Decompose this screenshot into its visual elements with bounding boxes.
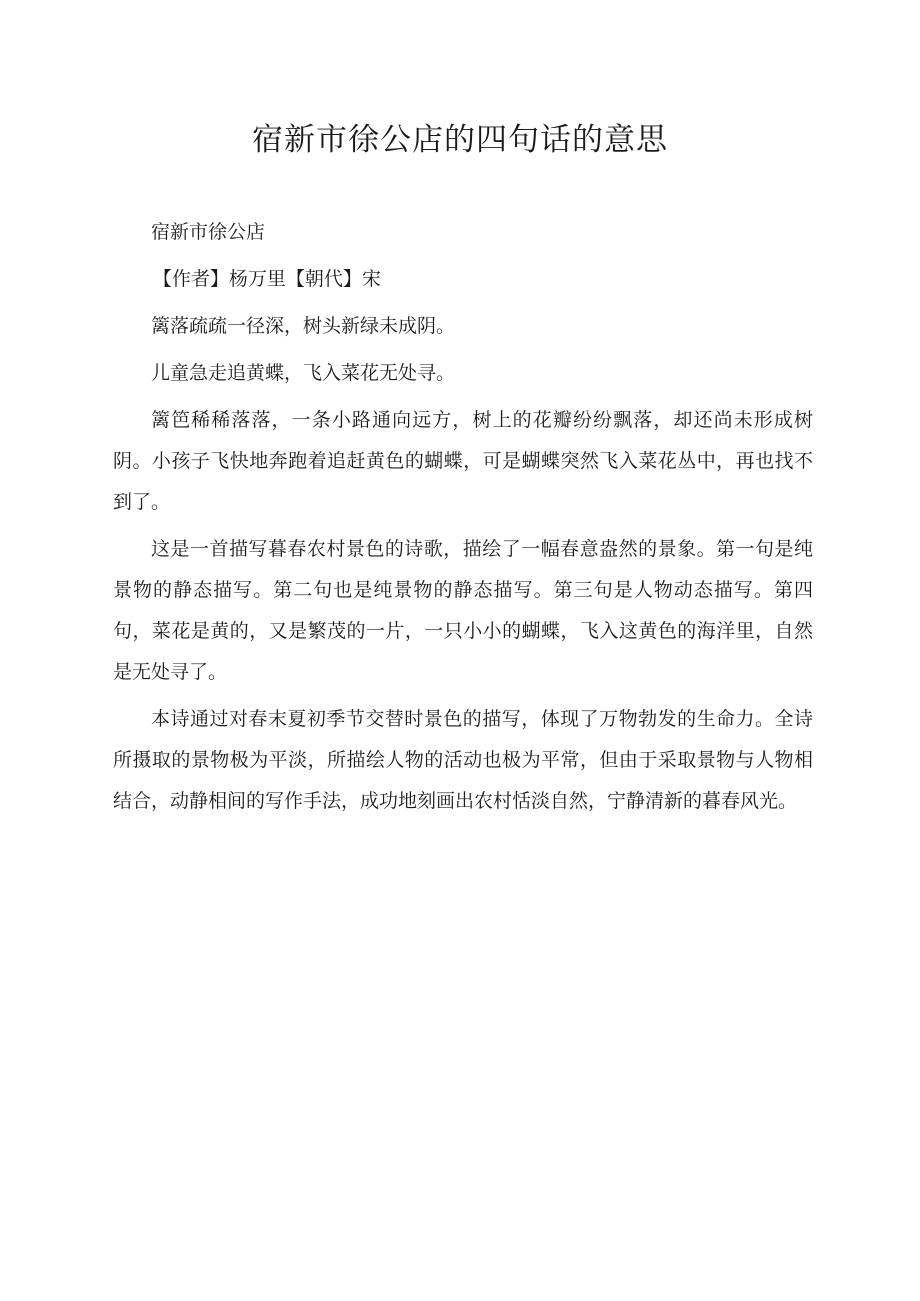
poem-line-1: 篱落疏疏一径深，树头新绿未成阴。 [151,315,456,337]
author-line: 【作者】杨万里【朝代】宋 [152,268,381,290]
summary-paragraph: 本诗通过对春末夏初季节交替时景色的描写，体现了万物勃发的生命力。全诗所摄取的景物极为平淡，所描绘人物的活动也极为平常，但由于采取景物与人物相结合，动静相间的写作手法，成功地刻画出农村恬淡自然，宁静清新的暮春风光。 [113,708,813,812]
poem-line-2: 儿童急走追黄蝶，飞入菜花无处寻。 [151,362,456,384]
document-body [113,212,813,828]
translation-paragraph: 篱笆稀稀落落，一条小路通向远方，树上的花瓣纷纷飘落，却还尚未形成树阴。小孩子飞快地奔跑着追赶黄色的蝴蝶，可是蝴蝶突然飞入菜花丛中，再也找不到了。 [113,409,813,513]
document-title: 宿新市徐公店的四句话的意思 [252,122,668,158]
poem-title: 宿新市徐公店 [151,221,266,243]
analysis-paragraph: 这是一首描写暮春农村景色的诗歌，描绘了一幅春意盎然的景象。第一句是纯景物的静态描写。第二句也是纯景物的静态描写。第三句是人物动态描写。第四句，菜花是黄的，又是繁茂的一片，一只小小的蝴蝶，飞入这黄色的海洋里，自然是无处寻了。 [113,538,813,683]
